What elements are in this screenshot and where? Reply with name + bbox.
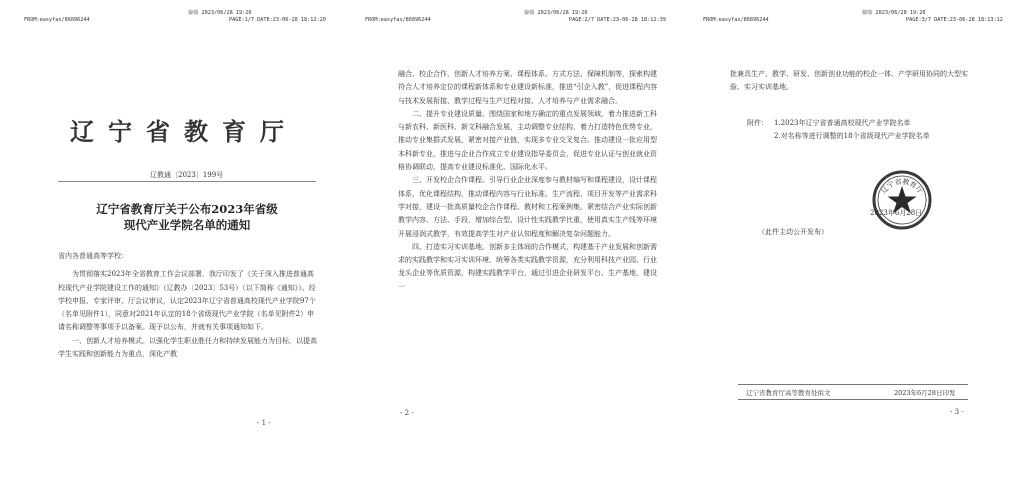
document-title-line-2: 现代产业学院名单的通知 [123, 218, 251, 232]
paragraph: 四、打造实习实训基地。创新多主体间的合作模式，构建基于产业发展和创新需求的实践教学和实习实训环境，统筹各类实践教学资源，充分利用科技产业园、行业龙头企业等优质资源，构建实践教学平台，通过引进企业研发平台、生产基地，建设一 [398, 242, 657, 291]
fax-header-received: 接收 2023/06/28 19:20 [188, 10, 252, 16]
fax-header-page: PAGE:3/7 DATE:23-06-28 18:13:12 [906, 17, 1003, 23]
fax-header-from: FROM:easyfax/86896244 [365, 17, 431, 23]
seal-text: 辽宁省教育厅 [879, 177, 925, 196]
attachments-label: 附件： [747, 119, 768, 127]
paragraph: 二、提升专业建设质量。围绕国家和地方确定的重点发展领域，着力推进新工科与新农科、新医科、新文科融合发展，主动调整专业结构，着力打造特色优势专业，推动专业集群式发展，紧密对接产业链，实现多专业交叉复合。推动建设一批应用型本科新专业，推进与企业合作成立专业建设指导委员会，促进专业认证与创业就业资格协调联动，提高专业建设标准化、国际化水平。 [398, 109, 657, 172]
document-page-2 [341, 0, 682, 483]
page-number: - 3 - [950, 408, 964, 416]
issuing-agency: 辽宁省教育厅 [70, 117, 298, 146]
page-body [58, 250, 320, 361]
page-body [398, 68, 660, 294]
issue-date: 2023年6月28日 [870, 209, 923, 217]
footer-print-date: 2023年6月28日印发 [894, 389, 956, 397]
paragraph: 融合、校企合作，创新人才培养方案、课程体系、方式方法、保障机制等，探索构建符合人才培养定位的课程新体系和专业建设新标准，推进“引企入教”，促进课程内容与技术发展衔接、教学过程与生产过程对接、人才培养与产业需求融合。 [398, 70, 658, 105]
fax-header-page: PAGE:1/7 DATE:23-06-28 18:12:20 [229, 17, 326, 23]
attachment-item-2: 2.对名称等进行调整的18个省级现代产业学院名单 [774, 132, 930, 140]
fax-header-from: FROM:easyfax/86896244 [24, 17, 90, 23]
salutation: 省内各普通高等学校： [58, 252, 128, 260]
footer-divider-bottom [738, 399, 968, 400]
fax-header-received: 接收 2023/06/28 19:20 [862, 10, 926, 16]
attachment-item-1: 1.2023年辽宁省普通高校现代产业学院名单 [774, 119, 911, 127]
official-seal [870, 168, 934, 232]
publication-note: （此件主动公开发布） [758, 228, 828, 236]
fax-header-from: FROM:easyfax/86896244 [703, 17, 769, 23]
page-number: - 1 - [257, 419, 271, 427]
fax-header-page: PAGE:2/7 DATE:23-06-28 18:12:39 [569, 17, 666, 23]
page-body [730, 68, 970, 95]
header-divider [58, 181, 316, 182]
paragraph: 三、开发校企合作课程。引导行业企业深度参与教材编写和课程建设，设计课程体系，优化课程结构，推动课程内容与行业标准、生产流程、项目开发等产业需求科学对接，建设一批高质量校企合作课程、教材和工程案例集。紧密结合产业实际创新教学内容、方法、手段，增加综合型、设计性实践教学比重，使用真实生产线等环境开展浸润式教学，有效提高学生对产业认知程度和解决复杂问题能力。 [398, 176, 657, 238]
document-page-1 [0, 0, 341, 483]
document-page-3 [682, 0, 1024, 483]
document-title-line-1: 辽宁省教育厅关于公布2023年省级 [96, 202, 278, 216]
footer-divider-top [738, 384, 968, 385]
page-number: - 2 - [400, 409, 414, 417]
paragraph: 批兼具生产、教学、研发、创新创业功能的校企一体、产学研用协同的大型实验、实习实训基地。 [730, 70, 968, 92]
footer-drafting-office: 辽宁省教育厅高等教育处拟文 [746, 389, 831, 397]
fax-header-received: 接收 2023/06/28 19:20 [524, 10, 588, 16]
paragraph: 为贯彻落实2023年全省教育工作会议部署，我厅印发了《关于深入推进普通高校现代产业学院建设工作的通知》（辽教办〔2023〕53号）（以下简称《通知》）。经学校申报、专家评审、厅会议审议，认定2023年辽宁省普通高校现代产业学院97个（名单见附件1），同意对2021年认定的18个省级现代产业学院（名单见附件2）申请名称调整等事项予以备案。现予以公布，并就有关事项通知如下。 [58, 270, 316, 332]
document-number: 辽教通〔2023〕199号 [150, 171, 224, 179]
paragraph: 一、创新人才培养模式。以强化学生职业胜任力和持续发展能力为目标，以提高学生实践和创新能力为重点，深化产教 [58, 336, 317, 359]
